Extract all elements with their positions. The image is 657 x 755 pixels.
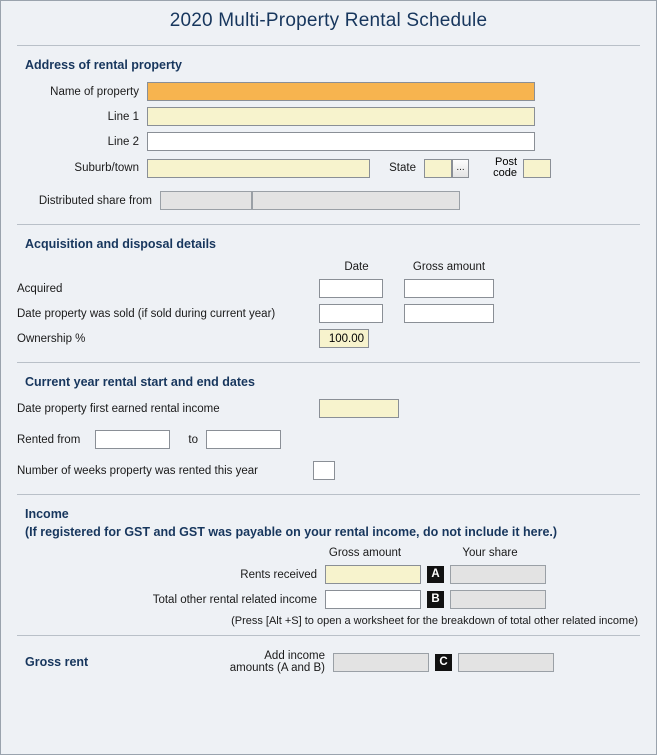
other-income-gross-input[interactable] — [325, 590, 421, 609]
post-code-label: Post code — [493, 156, 517, 179]
worksheet-hint: (Press [Alt +S] to open a worksheet for the breakdown of total other related income) — [231, 615, 638, 627]
income-column-headers — [17, 547, 640, 559]
first-earned-input[interactable] — [319, 399, 399, 418]
rented-to-label: to — [188, 433, 198, 446]
distributed-share-row — [17, 191, 640, 210]
acquisition-section — [1, 225, 656, 358]
badge-a: A — [427, 566, 444, 583]
suburb-state-postcode-row — [17, 157, 640, 179]
address-section-heading: Address of rental property — [25, 58, 182, 72]
rented-from-input[interactable] — [95, 430, 170, 449]
acquisition-section-heading: Acquisition and disposal details — [25, 237, 217, 251]
name-of-property-input[interactable] — [147, 82, 535, 101]
address-section — [1, 46, 656, 220]
dates-section — [1, 363, 656, 490]
distributed-share-code-input[interactable] — [160, 191, 252, 210]
suburb-label: Suburb/town — [74, 162, 139, 174]
acquired-row — [17, 279, 640, 298]
weeks-rented-label: Number of weeks property was rented this year — [17, 464, 258, 477]
line2-row — [17, 132, 640, 151]
income-gross-amount-header: Gross amount — [328, 547, 402, 559]
gross-rent-section — [1, 636, 656, 684]
line1-input[interactable] — [147, 107, 535, 126]
sold-row — [17, 304, 640, 323]
acquired-gross-input[interactable] — [404, 279, 494, 298]
income-section — [1, 495, 656, 631]
weeks-rented-row — [17, 461, 640, 480]
other-income-row — [17, 590, 640, 609]
weeks-rented-input[interactable] — [313, 461, 335, 480]
first-earned-row — [17, 399, 640, 418]
acquired-date-input[interactable] — [319, 279, 383, 298]
line2-input[interactable] — [147, 132, 535, 151]
rents-received-label: Rents received — [240, 568, 317, 581]
badge-c: C — [435, 654, 452, 671]
income-section-heading: Income — [25, 507, 69, 521]
post-code-input[interactable] — [523, 159, 551, 178]
name-of-property-label: Name of property — [50, 85, 139, 98]
dates-section-heading: Current year rental start and end dates — [25, 375, 255, 389]
ownership-row — [17, 329, 640, 348]
badge-b: B — [427, 591, 444, 608]
ownership-input[interactable] — [319, 329, 369, 348]
sold-gross-input[interactable] — [404, 304, 494, 323]
income-section-subheading: (If registered for GST and GST was payable on your rental income, do not include it here.) — [25, 525, 558, 539]
rented-from-to-row — [17, 430, 640, 449]
rents-received-gross-input[interactable] — [325, 565, 421, 584]
rents-received-row — [17, 565, 640, 584]
rented-to-input[interactable] — [206, 430, 281, 449]
date-column-header: Date — [344, 261, 369, 273]
line1-row — [17, 107, 640, 126]
gross-amount-column-header: Gross amount — [412, 261, 486, 273]
state-picker-button[interactable]: ... — [452, 159, 469, 178]
suburb-input[interactable] — [147, 159, 370, 178]
sold-date-input[interactable] — [319, 304, 383, 323]
distributed-share-label: Distributed share from — [38, 194, 152, 207]
sold-label: Date property was sold (if sold during current year) — [17, 307, 276, 320]
ownership-label: Ownership % — [17, 332, 86, 345]
gross-rent-heading: Gross rent — [25, 655, 89, 669]
rented-from-label: Rented from — [17, 433, 81, 446]
gross-rent-row — [17, 650, 640, 674]
state-label: State — [389, 162, 416, 174]
acquisition-column-headers — [17, 261, 640, 273]
window-title-bar — [1, 1, 656, 41]
line2-label: Line 2 — [107, 135, 139, 148]
first-earned-label: Date property first earned rental income — [17, 402, 220, 415]
gross-rent-gross-input[interactable] — [333, 653, 429, 672]
acquired-label: Acquired — [17, 282, 63, 295]
page-title: 2020 Multi-Property Rental Schedule — [169, 10, 488, 31]
gross-rent-share-input[interactable] — [458, 653, 554, 672]
other-income-share-input[interactable] — [450, 590, 546, 609]
income-your-share-header: Your share — [462, 547, 518, 559]
rents-received-share-input[interactable] — [450, 565, 546, 584]
gross-rent-row-label: Add income amounts (A and B) — [229, 650, 325, 674]
name-of-property-row — [17, 82, 640, 101]
other-income-label: Total other rental related income — [152, 593, 317, 606]
state-input[interactable] — [424, 159, 452, 178]
line1-label: Line 1 — [107, 110, 139, 123]
distributed-share-name-input[interactable] — [252, 191, 460, 210]
